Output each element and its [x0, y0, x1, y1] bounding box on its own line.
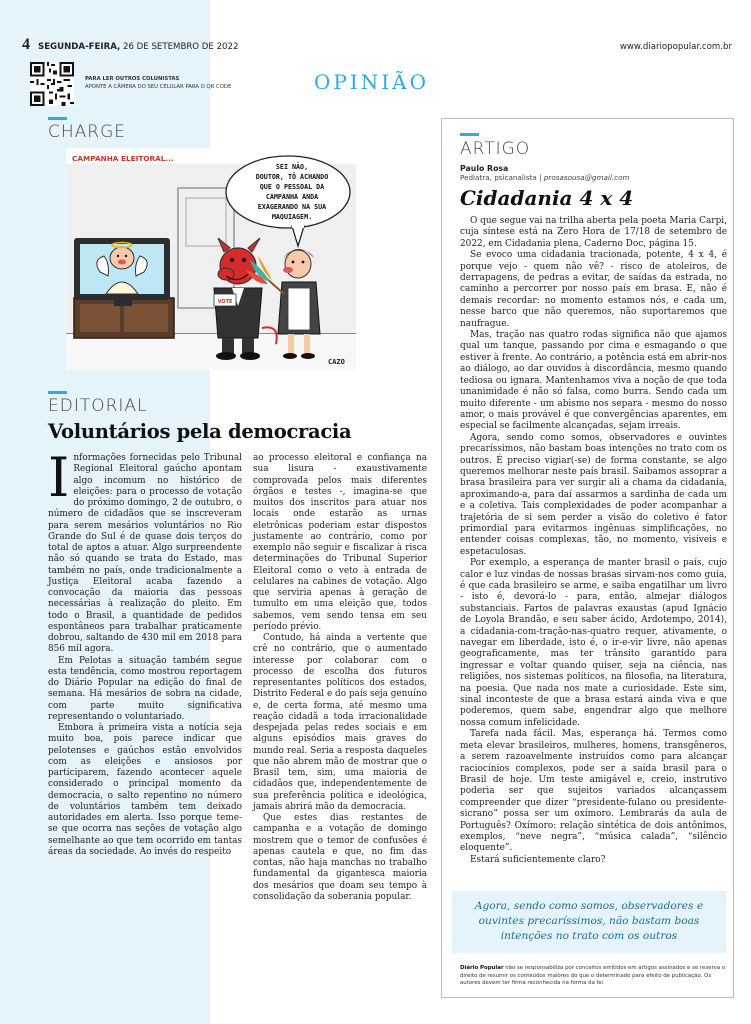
page-number: 4: [22, 36, 30, 53]
qr-line-1: PARA LER OUTROS COLUNISTAS: [85, 76, 180, 82]
editorial-paragraph: Contudo, há ainda a vertente que crê no contrário, que o aumentado interesse por colaborar com o processo de escolha dos futuros representantes políticos dos estados, Distrito Federal e do país seja genuíno e, de certa forma, até mesmo uma reação cidadã a toda irracionalidade despejada pelas redes sociais e em alguns episódios mais graves do mundo real. Seria a resposta daqueles que não abrem mão de mostrar que o Brasil tem, sim, uma maioria de cidadãos que, independentemente de sua preferência política e ideológica, jamais abrirá mão da democracia.: [253, 633, 427, 812]
editorial-paragraph: ao processo eleitoral e confiança na sua lisura - exaustivamente comprovada pelos mais diferentes órgãos e testes -, imagina-se que muitos dos inscritos para atuar nos locais onde estarão as urnas eletrônicas poderiam estar dispostos justamente ao contrário, como por exemplo não seguir e fiscalizar à risca determinações do Tribunal Superior Eleitoral como o veto à entrada de celulares na cabines de votação. Algo que serviria apenas à geração de tumulto em uma eleição que, todos sabemos, vem sendo tensa em seu período prévio.: [253, 453, 427, 632]
speech-line: CAMPANHA ANDA: [265, 193, 319, 201]
cartoon-signature: CAZO: [328, 358, 345, 366]
speech-line: SEI NÃO,: [275, 163, 309, 171]
vote-badge: VOTE: [217, 299, 233, 305]
editorial-column-2: [253, 453, 427, 998]
author-name: Paulo Rosa: [460, 164, 509, 173]
artigo-paragraph: Tarefa nada fácil. Mas, esperança há. Termos como meta elevar brasileiros, mulheres, homens, transgêneros, a serem razoavelmente instruídos como para alcançar raciocínios complexos, pode ser a saída brasil para o Brasil de hoje. Um teste amigável e, creio, instrutivo poderia ser que sujeitos variados alcançassem compreender que dizer “presidente-fulano ou presidente-sicrano” possa ser um oxímoro. Lembrarás da aula de Português? Oxímoro: relação sintética de dois antônimos, exemplos, “neve negra”, “música calada”, “silêncio eloquente”.: [460, 729, 727, 854]
site-url[interactable]: www.diariopopular.com.br: [619, 42, 732, 52]
cartoon-title: CAMPANHA ELEITORAL...: [72, 154, 174, 163]
editorial-paragraph-text: nformações fornecidas pelo Tribunal Regional Eleitoral gaúcho apontam algo incomum no histórico de eleições: para o processo de votação do próximo domingo, 2 de outubro, o número de cidadãos que se inscreveram para serem mesários voluntários no Rio Grande do Sul é de quase dois terços do total de aptos a atuar. Algo surpreendente não só quando se trata do Estado, mas também no país, onde tradicionalmente a Justiça Eleitoral acaba fazendo a convocação da maioria das pessoas necessárias à realização do pleito. Em todo o Brasil, a quantidade de pedidos espontâneos para trabalhar praticamente dobrou, saltando de 430 mil em 2018 para 856 mil agora.: [48, 453, 242, 655]
page-date: [38, 42, 238, 52]
artigo-paragraph: Estará suficientemente claro?: [470, 854, 606, 865]
charge-kicker-bar: [48, 117, 67, 120]
speech-line: MAQUIAGEM.: [271, 213, 313, 221]
artigo-kicker-bar: [460, 133, 479, 136]
editorial-kicker: EDITORIAL: [48, 396, 148, 416]
disclaimer-brand: Diário Popular: [460, 965, 504, 971]
artigo-headline: Cidadania 4 x 4: [460, 186, 634, 210]
author-role-text: Pediatra, psicanalista |: [460, 173, 544, 182]
disclaimer: [460, 965, 730, 988]
artigo-paragraph: Se evoco uma cidadania tracionada, potente, 4 x 4, é porque vejo - quem não vê? - risco de atoleiros, de derrapagens, de pedras a evitar, de saídas da estrada, no caminho a percorrer por nosso país em brasa. E, não é demais recordar: no momento estamos nós, e cada um, nesse barco que não queremos, não suportaremos que naufrague.: [460, 250, 727, 329]
editorial-headline: Voluntários pela democracia: [48, 420, 352, 443]
page-weekday: SEGUNDA-FEIRA,: [38, 42, 121, 52]
editorial-paragraph: Em Pelotas a situação também segue esta tendência, como mostrou reportagem do Diário Popular na edição do final de semana. Há mesários de sobra na cidade, com parte muito significativa representando o voluntariado.: [48, 655, 242, 722]
artigo-body: [460, 216, 727, 884]
artigo-paragraph: O que segue vai na trilha aberta pela poeta Maria Carpi, cuja síntese está na Zero Hora de 17/18 de setembro de 2022, em Cidadania plena, Caderno Doc, página 15.: [460, 216, 727, 249]
artigo-paragraph: Agora, sendo como somos, observadores e ouvintes precaríssimos, não bastam boas intenções no trato com os outros. É preciso vigiar(-se) de forma constante, se algo queremos melhorar neste país brasil. Saibamos assoprar a brasa brasileira para ver surgir ali a chama da cidadania, aproximando-a, para daí assarmos a sardinha de cada um e a coletiva. Tais complexidades de poder acompanhar a trajetória de si sem perder a visão do coletivo é fator primordial para evitarmos ingênuas simplificações, no entender coisas complexas, tão, no momento, visíveis e espetaculosas.: [460, 432, 727, 557]
editorial-paragraph: Embora à primeira vista a notícia seja muito boa, pois parece indicar que pelotenses e gaúchos estão envolvidos com as eleições e ansiosos por participarem, fazendo acontecer aquele considerado o principal momento da democracia, o salto repentino no número de voluntários também tem deixado autoridades em alerta. Isso porque teme-se que ocorra nas seções de votação algo semelhante ao que tem ocorrido em tantas áreas da sociedade. Ao invés do respeito: [48, 723, 242, 857]
section-title: OPINIÃO: [314, 70, 429, 94]
qr-line-2: APONTE A CÂMERA DO SEU CELULAR PARA O QR CODE: [85, 84, 232, 90]
charge-kicker: CHARGE: [48, 122, 127, 142]
page-date-text: 26 DE SETEMBRO DE 2022: [120, 42, 239, 52]
editorial-paragraph: [48, 446, 242, 656]
speech-bubble: [236, 162, 348, 222]
page-header: [22, 36, 732, 56]
artigo-paragraph: Mas, tração nas quatro rodas significa não que ajamos qual um tanque, passando por cima e esmagando o que estiver à frente. Ao contrário, a potência está em abrir-nos ao diálogo, ao dar ouvidos à discordância, mesmo quando tediosa ou ignara. Mantenhamos viva a noção de que toda unanimidade é não só falsa, como burra. Sendo cada um muito diferente - um abismo nos separa - mesmo do nosso amor, o mais provável é que convergências aparentes, em especial se facilmente alcançadas, sejam irreais.: [460, 330, 727, 432]
speech-line: DOUTOR, TÔ ACHANDO: [255, 173, 329, 181]
artigo-paragraph: Por exemplo, a esperança de manter brasil o país, cujo calor e luz vindas de nossas brasas sirvam-nos como guia, é que cada brasileiro se arme, e saiba engatilhar um livro - isto é, devorá-lo - para, então, almejar diálogos substanciais. Fartos de palavras exaustas (apud Ignácio de Loyola Brandão, e seu saber ácido, Ardotempo, 2014), a cidadania-com-tração-nas-quatro requer, ativamente, o navegar em liberdade, isto é, o ir-e-vir livre, não apenas geograficamente, mas ter trânsito garantido para ingressar e voltar quando quiser, seja na ciência, nas religiões, nos sistemas políticos, na filosofia, na literatura, na poesia. Que nada nos mate a curiosidade. Este sim, sinal inconteste de que a brasa estará ainda viva e que poderemos, quem sabe, engendrar algo que melhore nossa comum infelicidade.: [460, 558, 727, 728]
pull-quote: Agora, sendo como somos, observadores e ouvintes precaríssimos, não bastam boas intenções no trato com os outros: [452, 891, 726, 953]
author-role: [460, 173, 630, 182]
speech-line: EXAGERANDO NA SUA: [257, 203, 327, 211]
dropcap: I: [48, 446, 70, 509]
qr-code-icon[interactable]: [30, 62, 74, 106]
speech-line: QUE O PESSOAL DA: [259, 183, 325, 191]
editorial-kicker-bar: [48, 391, 67, 394]
editorial-paragraph: Que estes dias restantes de campanha e a votação de domingo mostrem que o temor de confusões é apenas cautela e que, no fim das contas, não haja manchas no trabalho fundamental da gigantesca maioria dos mesários que doam seu tempo à consolidação da soberania popular.: [253, 813, 427, 902]
disclaimer-text: não se responsabiliza por conceitos emitidos em artigos assinados e se reserva o direito de resumir os conteúdos maiores do que o determinado para efeito de publicação. Os autores devem ter firma reconhecida na forma da lei.: [460, 965, 726, 986]
artigo-kicker: ARTIGO: [460, 139, 531, 159]
qr-instructions: [85, 75, 231, 91]
editorial-column-1: [48, 446, 242, 998]
author-email[interactable]: prosasousa@gmail.com: [543, 173, 630, 182]
